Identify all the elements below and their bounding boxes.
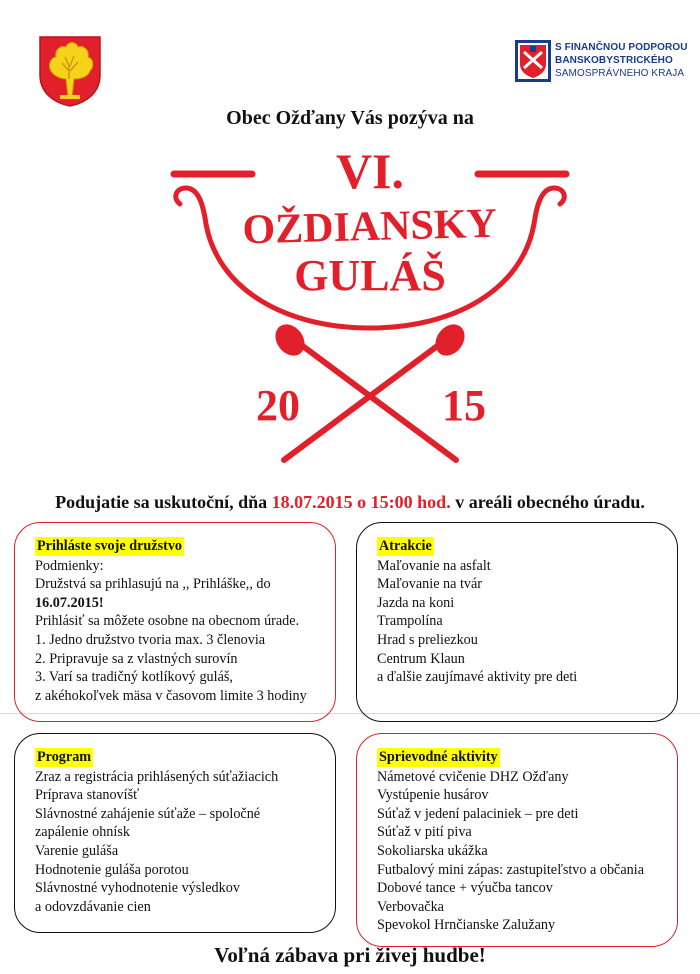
event-datetime: 18.07.2015 o 15:00 hod. (271, 492, 451, 512)
list-item: Zraz a registrácia prihlásených súťažiacich (35, 768, 279, 785)
list-item: Slávnostné zahájenie súťaže – spoločné (35, 805, 261, 822)
logo-year-right: 15 (442, 381, 486, 430)
region-emblem-icon (515, 40, 551, 82)
list-item: Slávnostné vyhodnotenie výsledkov (35, 880, 240, 897)
list-item: a ďalšie zaujímavé aktivity pre deti (377, 669, 578, 686)
attractions-title: Atrakcie (379, 538, 432, 554)
list-item: Maľovanie na asfalt (377, 557, 491, 574)
list-item: Sokoliarska ukážka (377, 842, 488, 859)
list-item: Podmienky: (35, 557, 104, 574)
list-item: Trampolína (377, 613, 443, 630)
event-logo (160, 140, 580, 480)
list-item: Dobové tance + výučba tancov (377, 880, 553, 897)
list-item: Súťaž v pití piva (377, 824, 472, 841)
footer-text: Voľná zábava pri živej hudbe! (214, 943, 486, 967)
list-item: Príprava stanovíšť (35, 787, 140, 804)
list-item: Futbalový mini zápas: zastupiteľstvo a občania (377, 861, 644, 878)
list-item: Hodnotenie guláša porotou (35, 861, 189, 878)
list-item: Námetové cvičenie DHZ Ožďany (377, 768, 569, 785)
list-item: Maľovanie na tvár (377, 576, 483, 593)
logo-year-left: 20 (256, 381, 300, 430)
list-item: Prihlásiť sa môžete osobne na obecnom úrade. (35, 613, 300, 630)
list-item: zapálenie ohnísk (35, 824, 130, 841)
list-item: 1. Jedno družstvo tvoria max. 3 členovia (35, 631, 266, 648)
sponsor-line: SAMOSPRÁVNEHO KRAJA (555, 68, 685, 79)
event-suffix: v areáli obecného úradu. (455, 492, 645, 512)
side-activities-box (356, 733, 678, 947)
coat-of-arms-icon (38, 35, 102, 107)
program-title: Program (37, 749, 92, 765)
side-activities-title: Sprievodné aktivity (379, 749, 498, 765)
list-item: a odovzdávanie cien (35, 898, 151, 915)
logo-name-line1: OŽDIANSKY (241, 200, 498, 254)
list-item: Verbovačka (377, 898, 444, 915)
sponsor-text (555, 41, 700, 80)
logo-name-line2: GULÁŠ (294, 251, 446, 300)
list-item: 3. Varí sa tradičný kotlíkový guláš, (35, 669, 233, 686)
registration-box (14, 522, 336, 722)
list-item: Jazda na koni (377, 594, 455, 611)
invitation-heading: Obec Ožďany Vás pozýva na (226, 107, 474, 129)
list-item: z akéhokoľvek mäsa v časovom limite 3 hodiny (35, 687, 307, 704)
logo-edition: VI. (335, 143, 405, 199)
sponsor-logo (515, 40, 695, 84)
program-box (14, 733, 336, 933)
list-item: Varenie guláša (35, 842, 119, 859)
list-item: Súťaž v jedení palaciniek – pre deti (377, 805, 579, 822)
list-item: 2. Pripravuje sa z vlastných surovín (35, 650, 238, 667)
sponsor-line: BANSKOBYSTRICKÉHO (555, 55, 673, 66)
event-date-line (0, 492, 700, 513)
list-item: 16.07.2015! (35, 594, 104, 611)
attractions-box (356, 522, 678, 722)
sponsor-line: S FINANČNOU PODPOROU (555, 42, 688, 53)
event-prefix: Podujatie sa uskutoční, dňa (55, 492, 268, 512)
list-item: Hrad s preliezkou (377, 631, 478, 648)
registration-title: Prihláste svoje družstvo (37, 538, 183, 554)
list-item: Spevokol Hrnčianske Zalužany (377, 917, 556, 934)
list-item: Družstvá sa prihlasujú na ,, Prihláške,, do (35, 576, 271, 593)
list-item: Vystúpenie husárov (377, 787, 489, 804)
list-item: Centrum Klaun (377, 650, 465, 667)
